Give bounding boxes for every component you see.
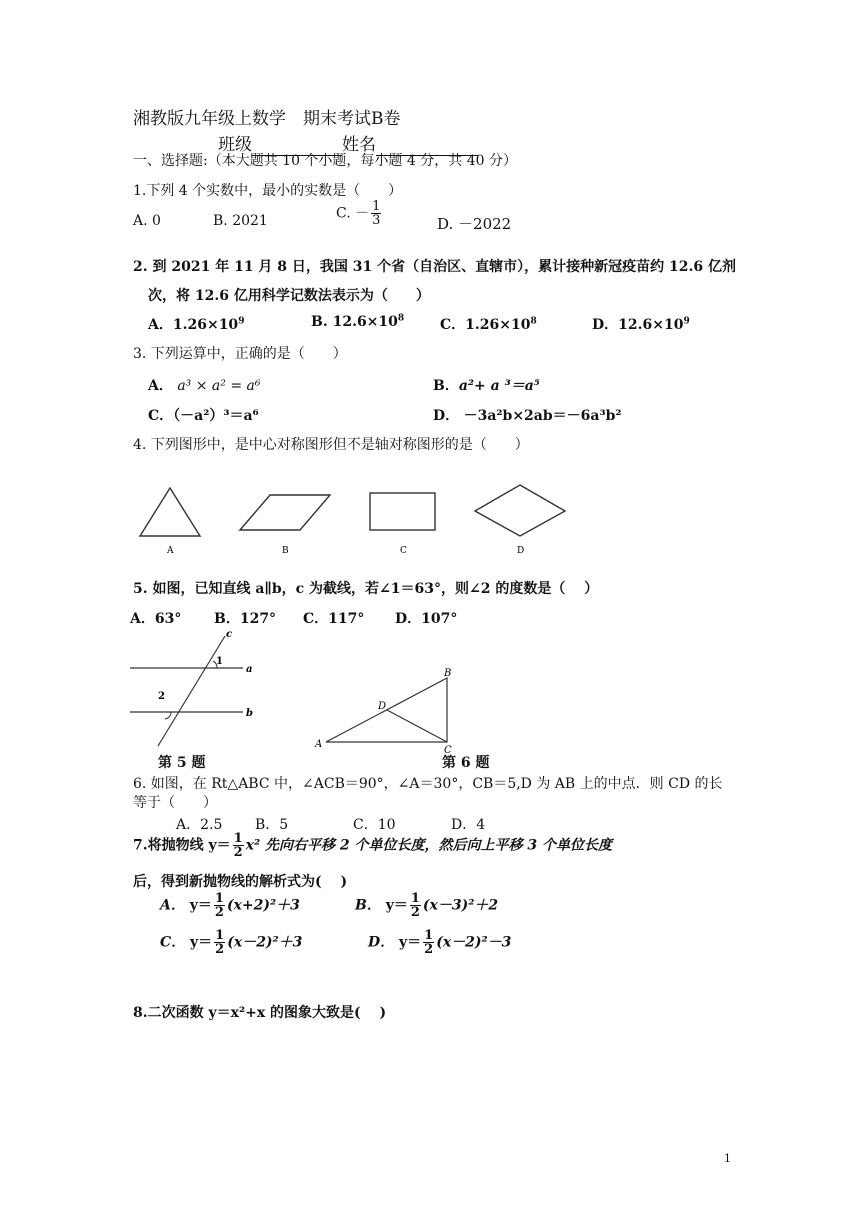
- fraction-num: 1: [372, 199, 381, 214]
- parallelogram-shape: [240, 495, 330, 530]
- q6-option-a: A．2.5: [176, 817, 223, 833]
- label-point-c: C: [444, 745, 452, 756]
- q3-d-label: D．: [433, 408, 460, 424]
- q5-option-d: D．107°: [395, 611, 458, 627]
- fraction-half: [214, 892, 225, 919]
- q1-option-b: B. 2021: [213, 213, 268, 229]
- q2-stem-line1: 2. 到 2021 年 11 月 8 日，我国 31 个省（自治区、直辖市），累计接种新冠疫苗约 12.6 亿剂: [133, 259, 736, 275]
- q7-a-label: A．: [160, 897, 185, 914]
- q7-d-label: D．: [368, 934, 395, 951]
- q7-c-yeq: y＝: [190, 934, 213, 951]
- q3-b-label: B．: [433, 378, 459, 394]
- q3-b-expr: a²+ a ³＝a⁵: [458, 378, 540, 394]
- label-c: c: [226, 629, 233, 640]
- q2-option-d: [592, 314, 690, 334]
- q1-option-a: A. 0: [133, 213, 161, 229]
- fraction-num: 1: [233, 831, 243, 846]
- q5-option-b: B．127°: [214, 611, 277, 627]
- q2-a-exp: 9: [238, 316, 245, 327]
- q3-d-expr: －3a²b×2ab＝－6a³b²: [463, 408, 622, 424]
- fraction-num: 1: [215, 928, 225, 943]
- q7-d-yeq: y＝: [399, 934, 422, 951]
- fraction-den: 2: [214, 905, 224, 920]
- q3-a-label: A．: [148, 378, 173, 394]
- q3-stem: 3. 下列运算中，正确的是（ ）: [133, 346, 347, 362]
- q4-label-b: B: [282, 546, 289, 556]
- q3-a-expr: a³ × a² = a⁶: [177, 378, 261, 394]
- label-point-b: B: [444, 668, 452, 679]
- q7-stem-line2: 后，得到新抛物线的解析式为( ): [133, 874, 348, 890]
- q2-option-a: [148, 314, 244, 334]
- q6-figure-caption: 第 6 题: [442, 755, 490, 771]
- q5-option-a: A．63°: [130, 611, 182, 627]
- q6-stem-line2: 等于（ ）: [133, 795, 217, 811]
- q2-stem-line2: 次，将 12.6 亿用科学记数法表示为（ ）: [148, 288, 430, 304]
- q1-option-d: D. －2022: [437, 215, 512, 233]
- q6-option-b: B．5: [255, 817, 289, 833]
- triangle-shape: [140, 488, 200, 536]
- fraction-num: 1: [424, 928, 434, 943]
- label-angle-2: 2: [158, 691, 165, 702]
- q7-b-label: B．: [355, 897, 381, 914]
- fraction-half: [410, 892, 421, 919]
- q4-label-d: D: [517, 546, 525, 556]
- q7-line1-pre: 7.将抛物线 y＝: [133, 837, 231, 854]
- q7-d-post: (x－2)²－3: [436, 934, 512, 951]
- q2-b-base: B. 12.6×10: [311, 314, 398, 330]
- q7-option-a: [160, 892, 300, 919]
- rectangle-shape: [370, 493, 435, 530]
- q6-option-c: C．10: [353, 817, 396, 833]
- page-number: 1: [724, 1152, 731, 1165]
- q2-option-b: [311, 314, 404, 330]
- class-label: 班级: [218, 135, 252, 155]
- q4-shapes-figure: [130, 473, 570, 561]
- q6-option-d: D．4: [451, 817, 486, 833]
- q7-stem-line1: [133, 832, 612, 859]
- fraction-half: [214, 929, 225, 956]
- q3-option-d: [433, 405, 622, 425]
- fraction-den: 2: [215, 942, 225, 957]
- q7-c-label: C．: [160, 934, 186, 951]
- q6-triangle-figure: [312, 665, 472, 757]
- q5-stem: 5. 如图，已知直线 a∥b，c 为截线，若∠1＝63°，则∠2 的度数是（ ）: [133, 581, 599, 597]
- q2-d-exp: 9: [683, 316, 690, 327]
- q3-c-expr: （－a²）³＝a⁶: [173, 408, 259, 424]
- q3-option-a: [148, 375, 260, 395]
- label-point-a: A: [315, 739, 323, 750]
- label-point-d: D: [378, 701, 387, 712]
- q7-b-post: (x－3)²＋2: [422, 897, 499, 914]
- q5-parallel-lines-figure: [125, 628, 275, 753]
- name-label: 姓名: [342, 135, 376, 155]
- line-c: [158, 636, 225, 746]
- segment-cd: [387, 710, 447, 742]
- fraction-num: 1: [214, 891, 224, 906]
- label-b: b: [246, 708, 253, 719]
- q5-option-c: C．117°: [303, 611, 365, 627]
- q7-c-post: (x－2)²＋3: [227, 934, 303, 951]
- q3-option-c: [148, 405, 259, 425]
- q2-option-c: [440, 314, 537, 334]
- section-heading: 一、选择题:（本大题共 10 个小题，每小题 4 分，共 40 分）: [133, 153, 517, 169]
- label-a: a: [246, 664, 253, 675]
- q2-c-exp: 8: [530, 316, 537, 327]
- q7-option-b: [355, 892, 498, 919]
- q2-b-exp: 8: [397, 313, 405, 324]
- fraction-den: 2: [424, 942, 434, 957]
- q2-c-base: C．1.26×10: [440, 317, 531, 333]
- fraction-den: 2: [410, 905, 420, 920]
- q4-label-c: C: [400, 546, 407, 556]
- fraction-den: 2: [233, 845, 243, 860]
- q3-c-label: C．: [148, 408, 174, 424]
- q4-label-a: A: [167, 546, 174, 556]
- fraction-half: [233, 832, 244, 859]
- q3-option-b: [433, 375, 540, 395]
- q2-a-base: A．1.26×10: [148, 317, 239, 333]
- q7-b-yeq: y＝: [385, 897, 408, 914]
- angle-2-arc: [165, 712, 171, 719]
- rhombus-shape: [475, 485, 565, 536]
- q5-figure-caption: 第 5 题: [158, 755, 206, 771]
- q8-stem: 8.二次函数 y＝x²+x 的图象大致是( ): [133, 1005, 387, 1021]
- q1-stem: 1.下列 4 个实数中，最小的实数是（ ）: [133, 183, 403, 199]
- page-title: 湘教版九年级上数学 期末考试B卷: [133, 109, 401, 129]
- q7-a-post: (x+2)²＋3: [226, 897, 300, 914]
- q7-option-d: [368, 929, 511, 956]
- fraction-den: 3: [372, 213, 381, 228]
- label-angle-1: 1: [216, 656, 223, 667]
- fraction-half: [423, 929, 434, 956]
- q7-option-c: [160, 929, 302, 956]
- fraction-num: 1: [410, 891, 420, 906]
- q2-d-base: D．12.6×10: [592, 317, 684, 333]
- fraction: [371, 200, 381, 227]
- q4-stem: 4. 下列图形中，是中心对称图形但不是轴对称图形的是（ ）: [133, 437, 529, 453]
- q6-stem-line1: 6. 如图，在 Rt△ABC 中，∠ACB＝90°，∠A＝30°，CB＝5,D 为 AB 上的中点．则 CD 的长: [133, 776, 723, 792]
- q7-a-yeq: y＝: [189, 897, 212, 914]
- q1-option-c: [336, 200, 383, 227]
- q1-option-c-prefix: C. －: [336, 205, 370, 222]
- q7-line1-post: x² 先向右平移 2 个单位长度，然后向上平移 3 个单位长度: [245, 837, 613, 854]
